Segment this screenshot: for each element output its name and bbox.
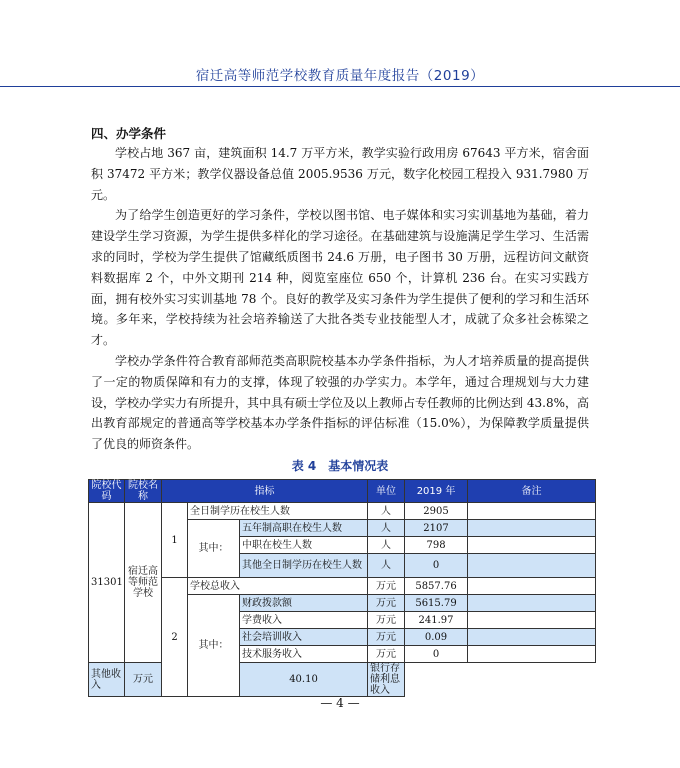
note-cell	[468, 503, 596, 520]
table-caption: 表 4 基本情况表	[291, 459, 389, 473]
group-number: 1	[162, 503, 188, 578]
value-cell: 241.97	[405, 612, 468, 629]
value-cell: 2905	[405, 503, 468, 520]
table-header-row	[89, 480, 596, 503]
indicator-label: 财政拨款额	[240, 595, 368, 612]
value-cell: 5615.79	[405, 595, 468, 612]
unit-cell: 人	[368, 503, 405, 520]
note-cell	[468, 520, 596, 537]
value-cell: 0	[405, 554, 468, 578]
unit-cell: 人	[368, 537, 405, 554]
sub-label: 其中：	[188, 595, 240, 697]
indicator-label: 中职在校生人数	[240, 537, 368, 554]
header-year: 2019 年	[405, 480, 468, 503]
section-heading: 四、办学条件	[91, 126, 167, 141]
sub-label: 其中：	[188, 520, 240, 578]
indicator-label: 其他全日制学历在校生人数	[240, 554, 368, 578]
indicator-label: 学校总收入	[188, 578, 368, 595]
value-cell: 0	[405, 646, 468, 663]
table-row	[89, 503, 596, 520]
header-school-name: 院校名称	[125, 480, 162, 503]
page-number: — 4 —	[320, 696, 360, 710]
note-cell	[468, 537, 596, 554]
indicator-label: 社会培训收入	[240, 629, 368, 646]
school-code-cell: 31301	[89, 503, 125, 663]
unit-cell: 人	[368, 554, 405, 578]
unit-cell: 万元	[125, 663, 162, 697]
indicator-label: 学费收入	[240, 612, 368, 629]
table-row	[89, 578, 596, 595]
unit-cell: 万元	[368, 612, 405, 629]
header-school-code: 院校代码	[89, 480, 125, 503]
note-cell	[468, 612, 596, 629]
paragraph-learning-conditions: 为了给学生创造更好的学习条件，学校以图书馆、电子媒体和实习实训基地为基础，着力建设学生学习资源，为学生提供多样化的学习途径。在基础建筑与设施满足学生学习、生活需求的同时，学校为学生提供了馆藏纸质图书 24.6 万册，电子图书 30 万册，远程访问文献资料数据库 2 个，中外文期刊 214 种，阅览室座位 650 个，计算机 236 台。在实习实践方面，拥有校外实习实训基地 78 个。良好的教学及实习条件为学生提供了便利的学习和生活环境。多年来，学校持续为社会培养输送了大批各类专业技能型人才，成就了众多社会栋梁之才。	[91, 208, 589, 348]
indicator-label: 五年制高职在校生人数	[240, 520, 368, 537]
report-header-title: 宿迁高等师范学校教育质量年度报告（2019）	[195, 68, 485, 84]
unit-cell: 万元	[368, 646, 405, 663]
header-indicator: 指标	[162, 480, 368, 503]
paragraph-facilities: 学校占地 367 亩，建筑面积 14.7 万平方米，教学实验行政用房 67643 平方米，宿舍面积 37472 平方米；教学仪器设备总值 2005.9536 万元，数字化校园工程投入 931.7980 万元。	[91, 146, 589, 202]
header-divider	[0, 86, 680, 87]
paragraph-standards: 学校办学条件符合教育部师范类高职院校基本办学条件指标，为人才培养质量的提高提供了一定的物质保障和有力的支撑，体现了较强的办学实力。本学年，通过合理规划与大力建设，学校办学实力有所提升，其中具有硕士学位及以上教师占专任教师的比例达到 43.8%，高出教育部规定的普通高等学校基本办学条件指标的评估标准（15.0%），为保障教学质量提供了优良的师资条件。	[91, 353, 589, 452]
unit-cell: 万元	[368, 629, 405, 646]
body-text	[91, 143, 589, 455]
header-unit: 单位	[368, 480, 405, 503]
unit-cell: 万元	[368, 578, 405, 595]
note-cell	[468, 595, 596, 612]
value-cell: 0.09	[405, 629, 468, 646]
indicator-label: 技术服务收入	[240, 646, 368, 663]
unit-cell: 人	[368, 520, 405, 537]
note-cell: 银行存储利息收入	[368, 663, 405, 697]
value-cell: 40.10	[240, 663, 368, 697]
note-cell	[468, 646, 596, 663]
indicator-label: 全日制学历在校生人数	[188, 503, 368, 520]
school-name-cell: 宿迁高等师范学校	[125, 503, 162, 663]
basic-info-table	[88, 479, 596, 697]
group-number: 2	[162, 578, 188, 697]
value-cell: 2107	[405, 520, 468, 537]
value-cell: 5857.76	[405, 578, 468, 595]
note-cell	[468, 629, 596, 646]
value-cell: 798	[405, 537, 468, 554]
indicator-label: 其他收入	[89, 663, 125, 697]
header-note: 备注	[468, 480, 596, 503]
unit-cell: 万元	[368, 595, 405, 612]
note-cell	[468, 578, 596, 595]
note-cell	[468, 554, 596, 578]
